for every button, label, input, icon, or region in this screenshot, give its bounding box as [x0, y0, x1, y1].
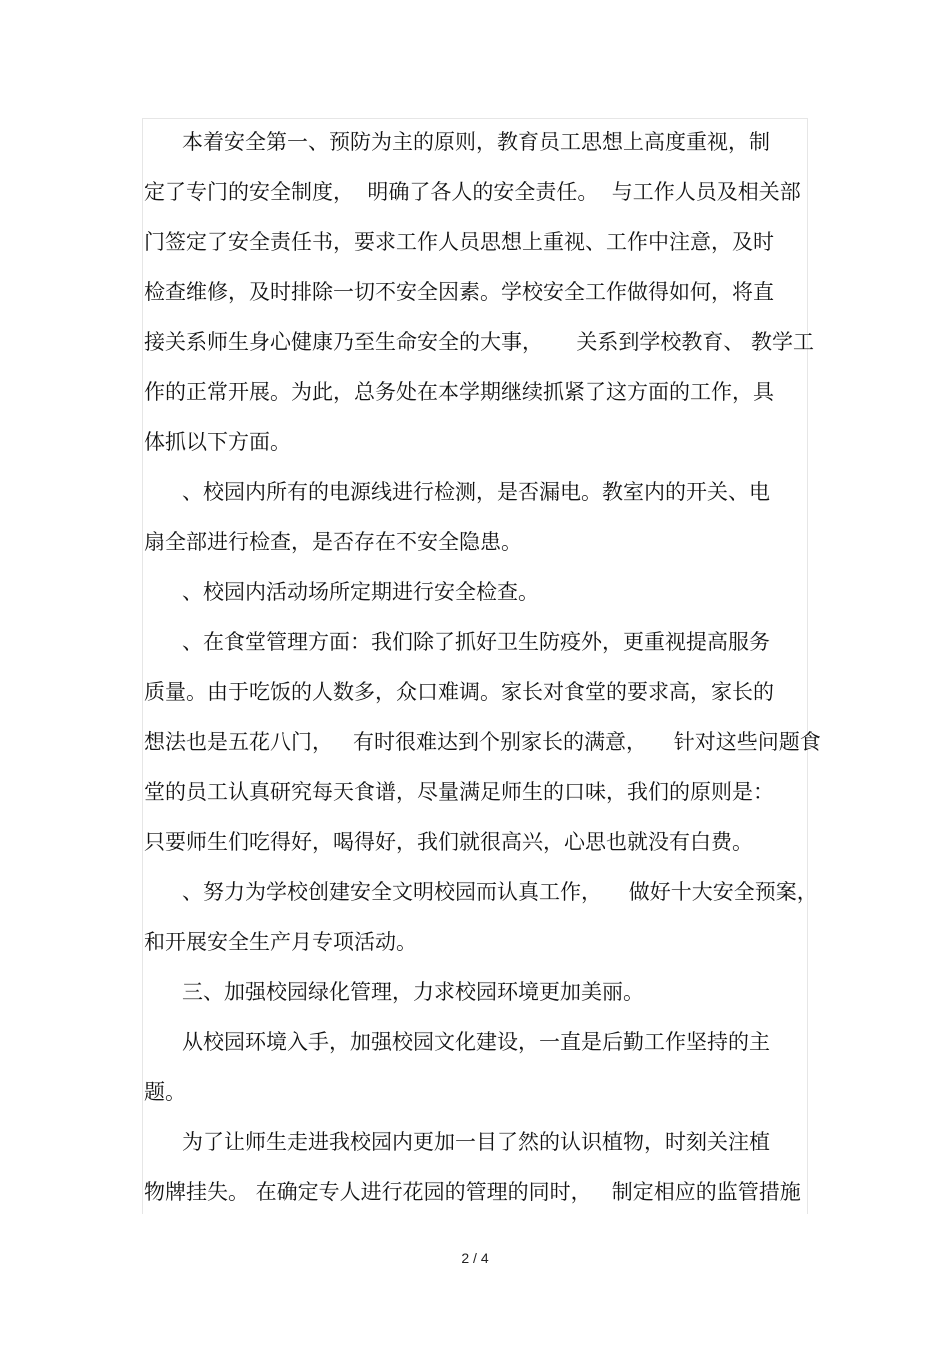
text-line: 只要师生们吃得好，喝得好，我们就很高兴，心思也就没有白费。	[144, 830, 753, 854]
text-line: 从校园环境入手，加强校园文化建设，一直是后勤工作坚持的主	[182, 1030, 770, 1054]
text-line: 扇全部进行检查，是否存在不安全隐患。	[144, 530, 522, 554]
text-line: 、在食堂管理方面：我们除了抓好卫生防疫外，更重视提高服务	[182, 630, 770, 654]
text-line: 定了专门的安全制度， 明确了各人的安全责任。 与工作人员及相关部	[144, 180, 801, 204]
document-body	[144, 117, 821, 1217]
text-line: 本着安全第一、预防为主的原则，教育员工思想上高度重视，制	[182, 130, 770, 154]
text-line: 、校园内活动场所定期进行安全检查。	[182, 580, 539, 604]
text-line: 作的正常开展。为此，总务处在本学期继续抓紧了这方面的工作，具	[144, 380, 774, 404]
text-line: 题。	[144, 1080, 186, 1104]
text-line: 为了让师生走进我校园内更加一目了然的认识植物，时刻关注植	[182, 1130, 770, 1154]
text-line: 、校园内所有的电源线进行检测，是否漏电。教室内的开关、电	[182, 480, 770, 504]
text-line: 门签定了安全责任书，要求工作人员思想上重视、工作中注意，及时	[144, 230, 774, 254]
text-line: 想法也是五花八门， 有时很难达到个别家长的满意， 针对这些问题食	[144, 730, 821, 754]
text-line: 和开展安全生产月专项活动。	[144, 930, 417, 954]
text-line: 体抓以下方面。	[144, 430, 291, 454]
text-line: 、努力为学校创建安全文明校园而认真工作， 做好十大安全预案，	[182, 880, 818, 904]
text-line: 质量。由于吃饭的人数多，众口难调。家长对食堂的要求高，家长的	[144, 680, 774, 704]
section-heading: 三、加强校园绿化管理，力求校园环境更加美丽。	[182, 980, 644, 1004]
text-line: 接关系师生身心健康乃至生命安全的大事， 关系到学校教育、 教学工	[144, 330, 815, 354]
text-line: 物牌挂失。 在确定专人进行花园的管理的同时， 制定相应的监管措施	[144, 1180, 801, 1204]
text-line: 检查维修，及时排除一切不安全因素。学校安全工作做得如何，将直	[144, 280, 774, 304]
text-line: 堂的员工认真研究每天食谱，尽量满足师生的口味，我们的原则是：	[144, 780, 774, 804]
page-number: 2 / 4	[461, 1250, 489, 1266]
